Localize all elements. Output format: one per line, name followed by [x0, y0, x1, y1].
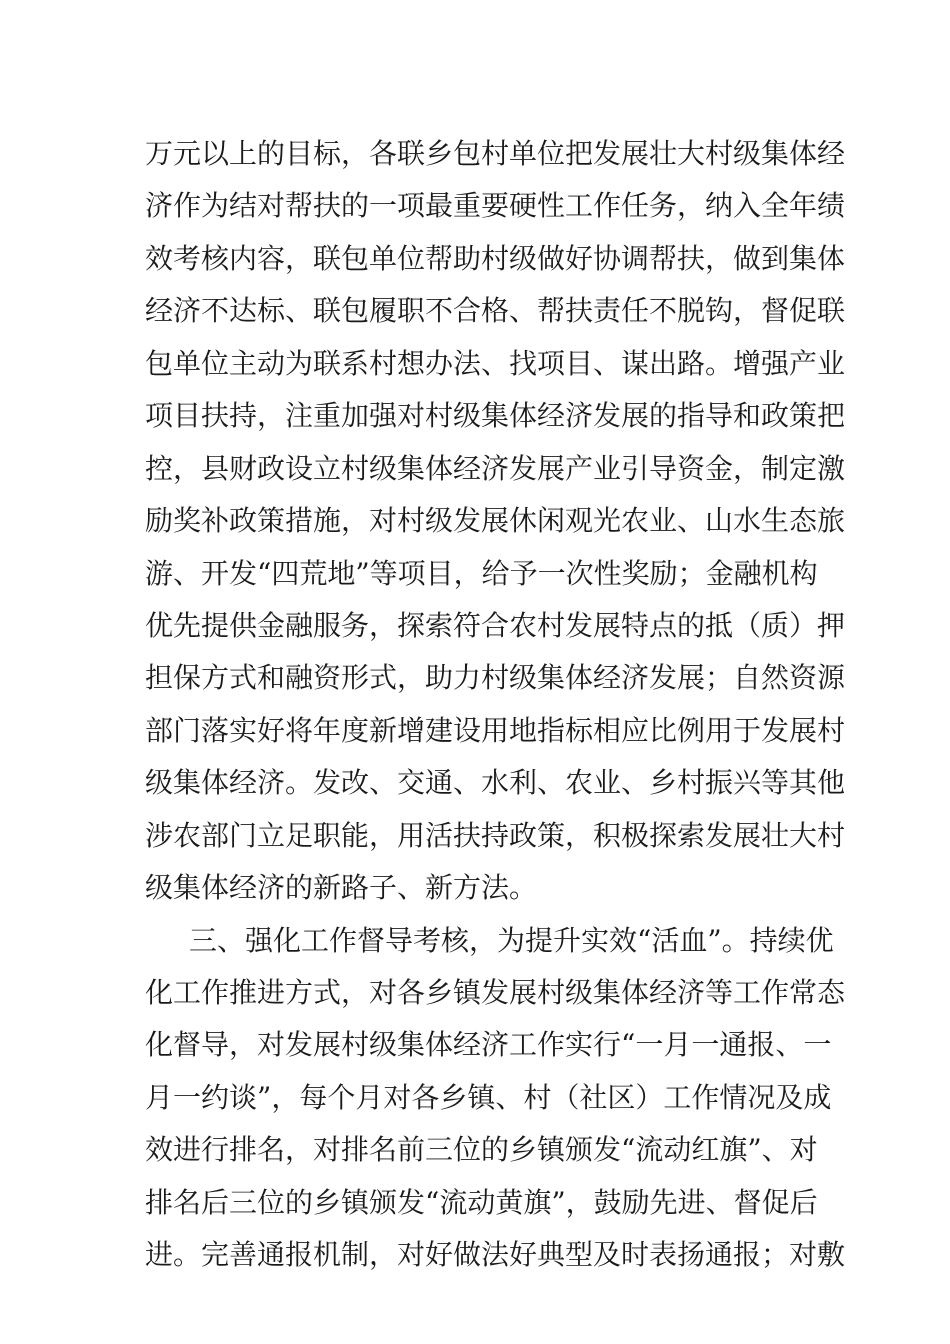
- text-line: 化督导，对发展村级集体经济工作实行“一月一通报、一: [145, 1028, 832, 1062]
- text-line: 进。完善通报机制，对好做法好典型及时表扬通报；对敷: [145, 1238, 846, 1272]
- text-line: 励奖补政策措施，对村级发展休闲观光农业、山水生态旅: [145, 504, 846, 538]
- text-line: 涉农部门立足职能，用活扶持政策，积极探索发展壮大村: [145, 818, 846, 852]
- text-line: 担保方式和融资形式，助力村级集体经济发展；自然资源: [145, 661, 846, 695]
- text-line: 游、开发“四荒地”等项目，给予一次性奖励；金融机构: [145, 556, 818, 590]
- text-line: 化工作推进方式，对各乡镇发展村级集体经济等工作常态: [145, 976, 846, 1009]
- text-line: 级集体经济。发改、交通、水利、农业、乡村振兴等其他: [145, 766, 846, 800]
- text-line: 项目扶持，注重加强对村级集体经济发展的指导和政策把: [145, 399, 846, 433]
- text-line: 包单位主动为联系村想办法、找项目、谋出路。增强产业: [145, 346, 846, 380]
- text-line: 月一约谈”，每个月对各乡镇、村（社区）工作情况及成: [145, 1080, 832, 1114]
- text-line: 效考核内容，联包单位帮助村级做好协调帮扶，做到集体: [145, 241, 846, 275]
- text-line: 经济不达标、联包履职不合格、帮扶责任不脱钩，督促联: [145, 294, 846, 328]
- body-text: [145, 128, 846, 1282]
- text-line: 部门落实好将年度新增建设用地指标相应比例用于发展村: [145, 713, 846, 747]
- text-line: 优先提供金融服务，探索符合农村发展特点的抵（质）押: [145, 608, 846, 642]
- text-line: 排名后三位的乡镇颁发“流动黄旗”，鼓励先进、督促后: [145, 1185, 818, 1219]
- text-line: 济作为结对帮扶的一项最重要硬性工作任务，纳入全年绩: [145, 189, 846, 223]
- text-line: 万元以上的目标，各联乡包村单位把发展壮大村级集体经: [145, 137, 846, 170]
- text-line: 效进行排名，对排名前三位的乡镇颁发“流动红旗”、对: [145, 1133, 818, 1167]
- text-line: 控，县财政设立村级集体经济发展产业引导资金，制定激: [145, 451, 846, 485]
- section-heading-line: 三、强化工作督导考核，为提升实效“活血”。持续优: [189, 923, 834, 957]
- paragraph-end-line: 级集体经济的新路子、新方法。: [145, 871, 538, 905]
